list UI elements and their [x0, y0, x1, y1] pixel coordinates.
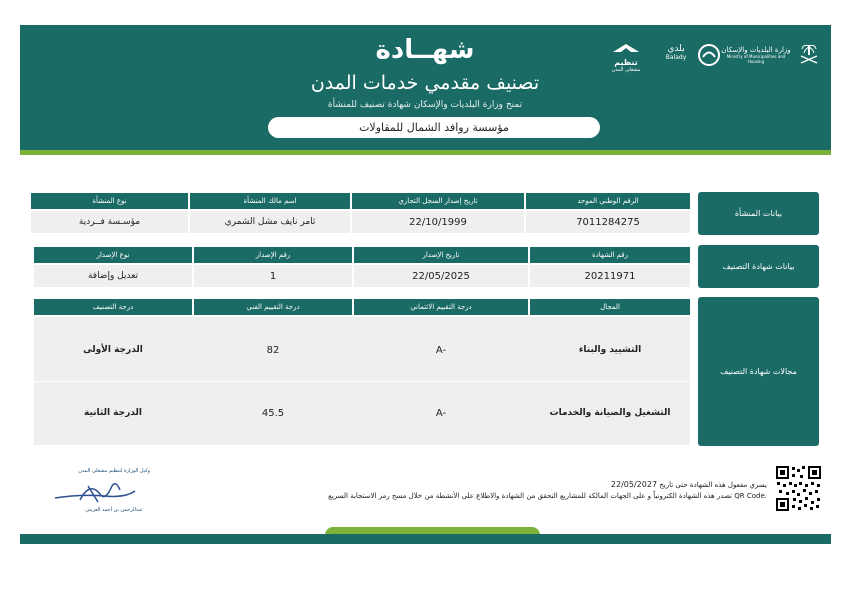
page-tagline: تمنح وزارة البلديات والإسكان شهادة تصنيف للمنشأة — [327, 100, 523, 110]
field-credit-grade: A- — [354, 320, 528, 380]
establishment-value: 7011284275 — [526, 211, 690, 233]
validity-date: 22/05/2027 — [610, 480, 658, 489]
fields-header: درجة التصنيف — [34, 299, 192, 315]
page-title: شهــادة — [375, 35, 475, 65]
balady-emblem — [698, 44, 720, 70]
balady-en: Balady — [665, 54, 687, 61]
signer-name: عبدالرحمن بن أحمد العريني — [85, 507, 143, 513]
field-classification: الدرجة الأولى — [34, 320, 192, 380]
field-classification: الدرجة الثانية — [34, 383, 192, 443]
establishment-header: الرقم الوطني الموحد — [526, 193, 690, 209]
certificate-value: 1 — [194, 265, 352, 287]
palm-swords-icon — [796, 41, 822, 67]
signature — [50, 476, 140, 510]
section-label-establishment: بيانات المنشأة — [698, 192, 819, 235]
fields-header: درجة التقييم الائتماني — [354, 299, 528, 315]
section-label-certificate: بيانات شهادة التصنيف — [698, 245, 819, 288]
tanzeem-label: تنظيم — [614, 58, 638, 67]
certificate-header: رقم الإصدار — [194, 247, 352, 263]
tanzeem-logo — [608, 42, 644, 73]
field-technical-grade: 82 — [194, 320, 352, 380]
qr-code[interactable] — [775, 465, 822, 512]
certificate-value: 20211971 — [530, 265, 690, 287]
balady-logo — [655, 44, 697, 61]
field-credit-grade: A- — [354, 383, 528, 443]
fields-header: المجال — [530, 299, 690, 315]
establishment-value: مؤسـسة فــردية — [31, 211, 188, 233]
establishment-header: اسم مالك المنشأة — [190, 193, 350, 209]
certificate-value: 22/05/2025 — [354, 265, 528, 287]
certificate-header: تاريخ الإصدار — [354, 247, 528, 263]
certificate-value: تعديل وإضافة — [34, 265, 192, 287]
balady-ar: بلدي — [667, 44, 685, 54]
verify-text: تصدر هذه الشهادة الكترونياً و على الجهات المالكة للمشاريع التحقق من الشهادة والاطلاع على الأنشطة من خلال مسح رمز الاستجابة السريع QR Code. — [328, 492, 767, 500]
field-technical-grade: 45.5 — [194, 383, 352, 443]
fields-row-divider — [34, 381, 690, 382]
validity-text: يسري مفعول هذه الشهادة حتى تاريخ — [659, 481, 767, 489]
header-accent-strip — [20, 150, 831, 155]
footer-bar — [20, 534, 831, 544]
signature-icon — [50, 476, 140, 506]
establishment-value: 22/10/1999 — [352, 211, 524, 233]
fields-header: درجة التقييم الفني — [194, 299, 352, 315]
ministry-ar: وزارة البلديات والإسكان — [721, 46, 791, 54]
page-subtitle: تصنيف مقدمي خدمات المدن — [310, 72, 540, 94]
establishment-header: تاريخ إصدار السجل التجاري — [352, 193, 524, 209]
field-name: التشييد والبناء — [530, 320, 690, 380]
ministry-logo — [720, 46, 792, 64]
establishment-header: نوع المنشأة — [31, 193, 188, 209]
certificate-header: نوع الإصدار — [34, 247, 192, 263]
tanzeem-sub: مشغلي المدن — [611, 67, 641, 73]
section-label-fields: مجالات شهادة التصنيف — [698, 297, 819, 446]
field-name: التشغيل والصيانة والخدمات — [530, 383, 690, 443]
signer-title: وكيل الوزارة لتنظيم مشغلي المدن — [78, 468, 150, 474]
qr-code-icon — [775, 465, 822, 512]
validity-line — [270, 480, 767, 489]
certificate-header: رقم الشهادة — [530, 247, 690, 263]
ministry-emblem — [796, 41, 822, 71]
balady-circle-icon — [698, 44, 720, 66]
establishment-value: ثامر نايف مشل الشمري — [190, 211, 350, 233]
company-name: مؤسسة روافد الشمال للمقاولات — [268, 117, 600, 138]
ministry-en: Ministry of Municipalities and Housing — [726, 54, 786, 64]
tanzeem-icon — [611, 42, 641, 56]
